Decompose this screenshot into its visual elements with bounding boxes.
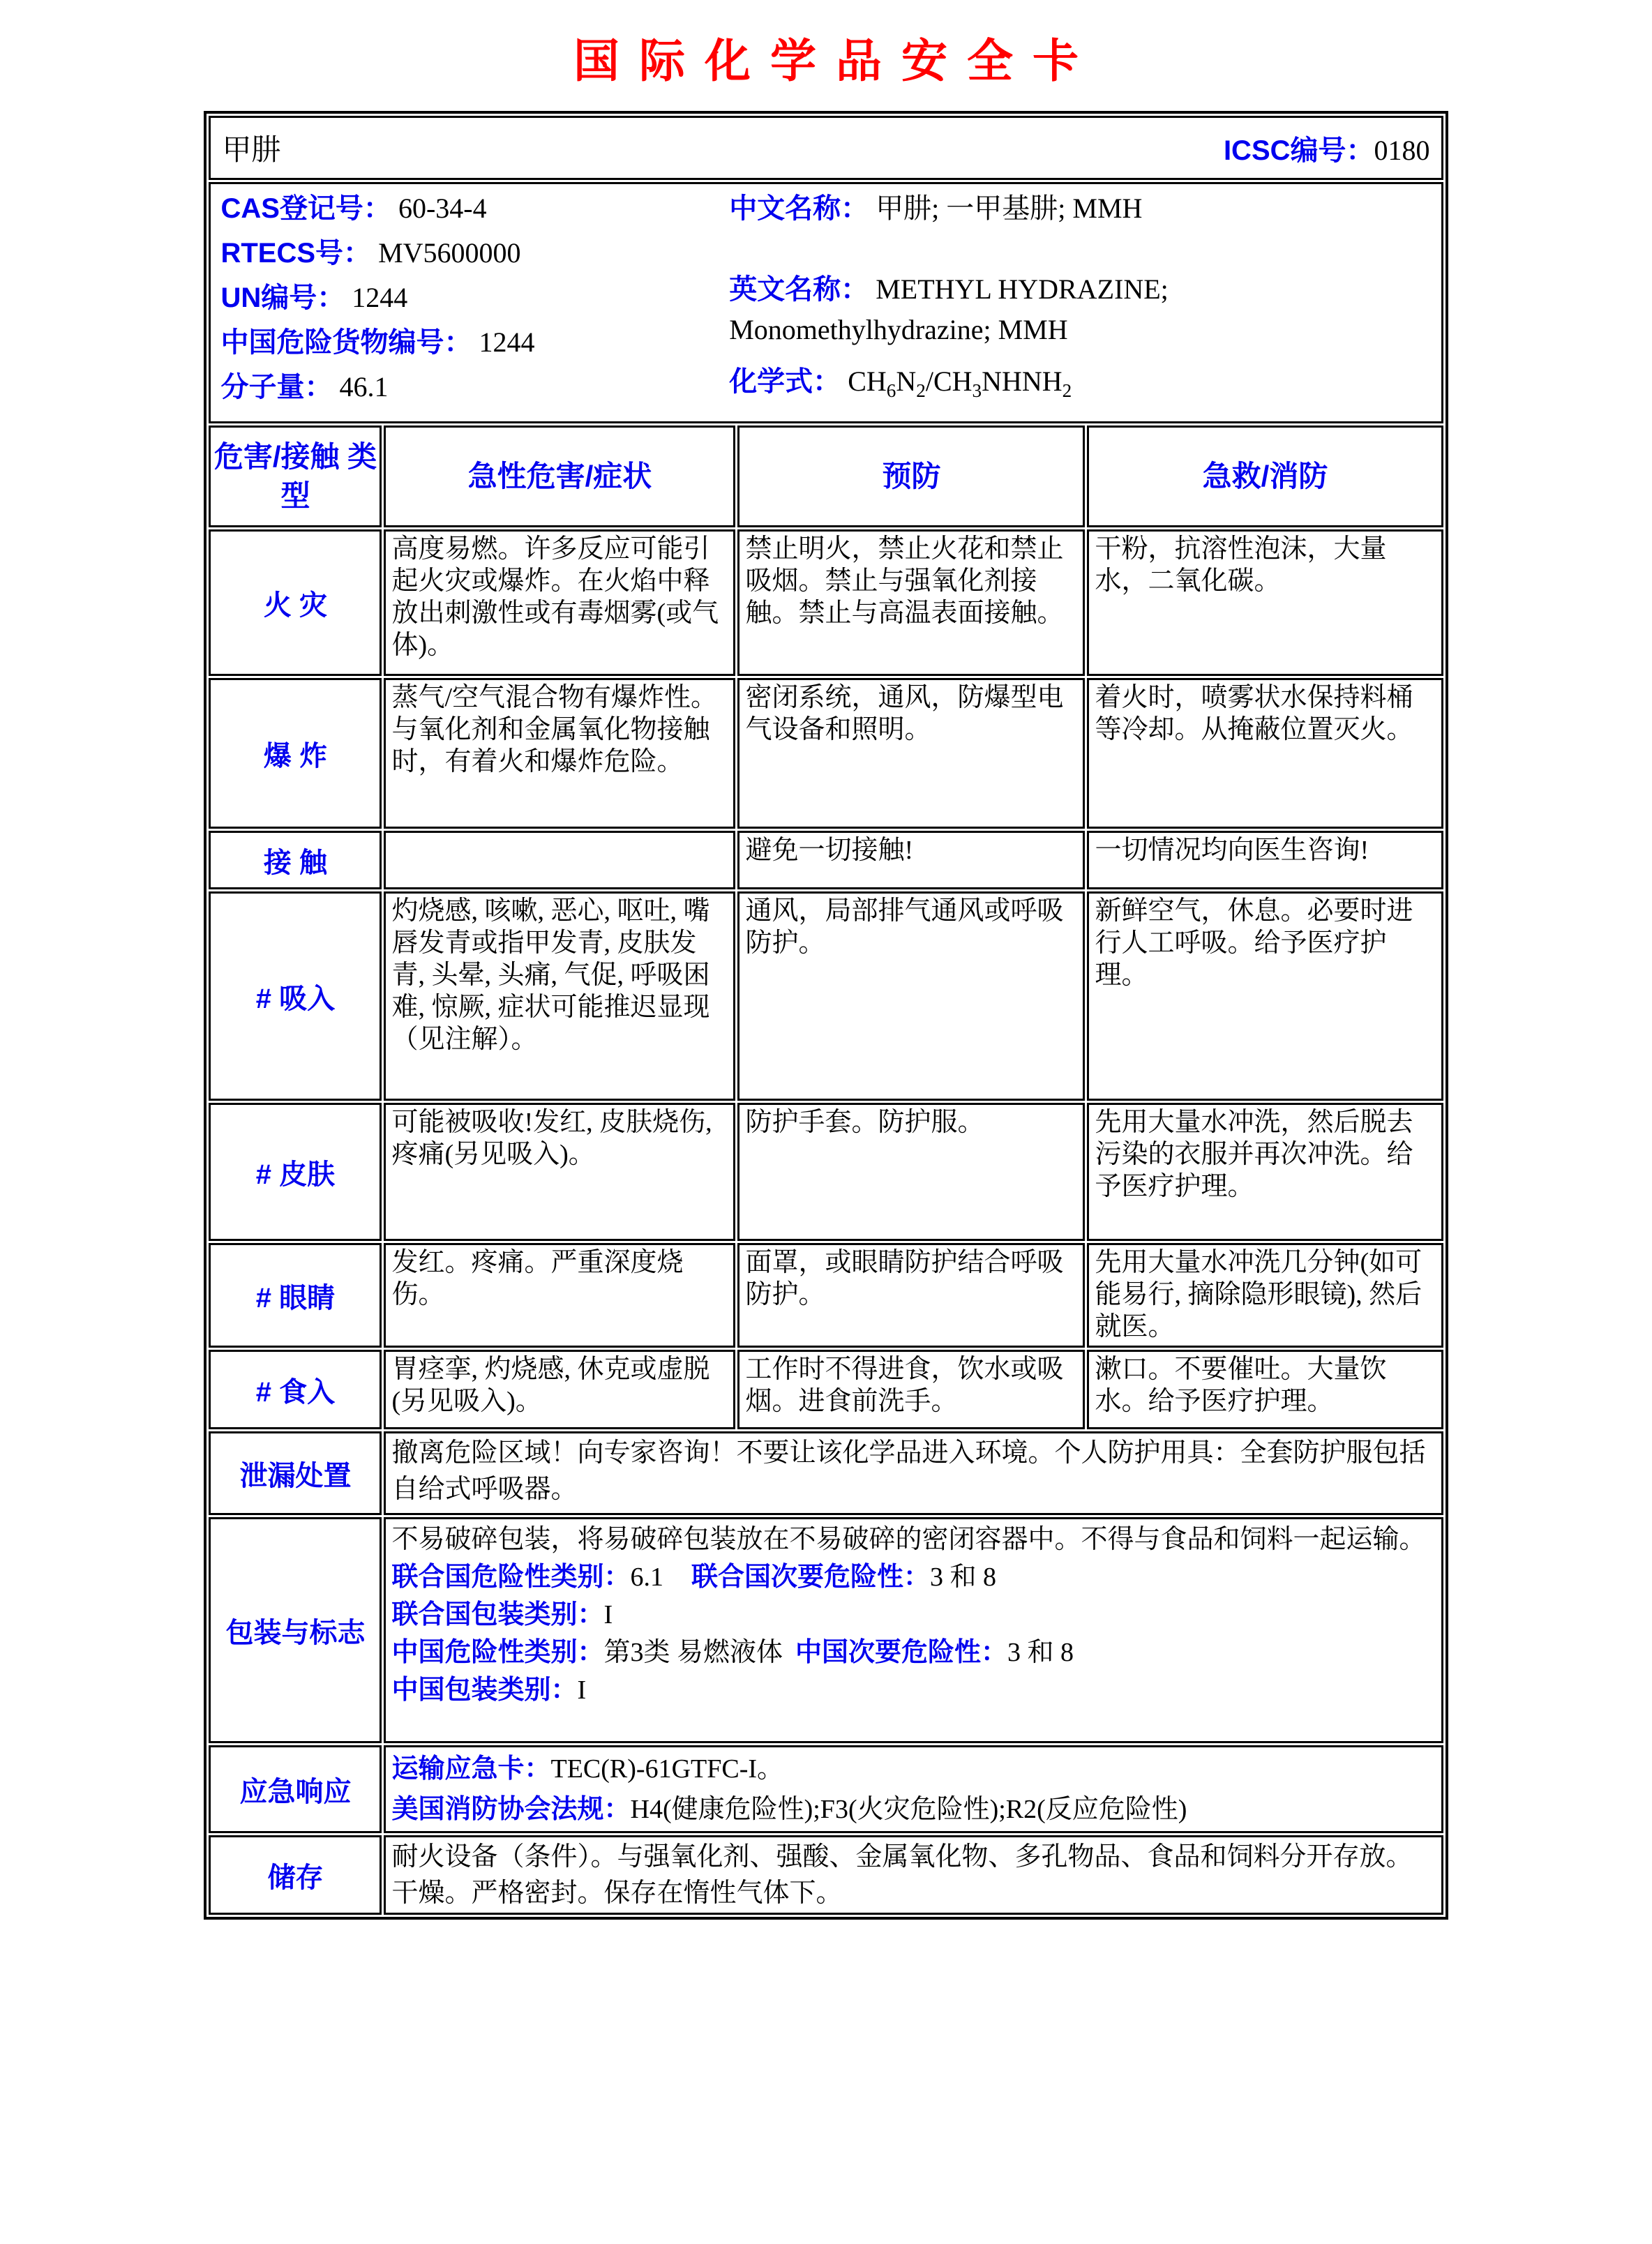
- packaging-un-pack-line: [391, 1596, 1435, 1634]
- row-label-storage: 储存: [209, 1835, 382, 1915]
- eyes-firstaid-cell: 先用大量水冲洗几分钟(如可能易行, 摘除隐形眼镜), 然后就医。: [1087, 1243, 1443, 1348]
- un-value: 1244: [352, 282, 408, 313]
- emergency-nfpa-line: [391, 1789, 1435, 1830]
- cn-dg-number-line: [220, 325, 729, 360]
- cn-pack-label: 中国包装类别：: [391, 1676, 578, 1705]
- col-header-hazard-type: 危害/接触 类型: [209, 426, 382, 527]
- identification-row: [209, 182, 1443, 423]
- nfpa-value: H4(健康危险性);F3(火灾危险性);R2(反应危险性): [630, 1795, 1187, 1824]
- cas-label: CAS登记号：: [220, 193, 391, 224]
- zh-name-label: 中文名称：: [729, 193, 869, 224]
- skin-symptom-cell: 可能被吸收!发红, 皮肤烧伤, 疼痛(另见吸入)。: [384, 1103, 735, 1241]
- icsc-safety-card-page: [0, 24, 1652, 2244]
- skin-firstaid-cell: 先用大量水冲洗，然后脱去污染的衣服并再次冲洗。给予医疗护理。: [1087, 1103, 1443, 1241]
- identification-left: [220, 191, 729, 414]
- row-label-exposure: 接 触: [209, 831, 382, 889]
- cas-value: 60-34-4: [398, 193, 487, 224]
- row-label-ingestion: # 食入: [209, 1350, 382, 1429]
- fire-firstaid-cell: 干粉，抗溶性泡沫，大量水，二氧化碳。: [1087, 529, 1443, 676]
- packaging-cn-pack-line: [391, 1671, 1435, 1709]
- ingestion-prevention-cell: 工作时不得进食，饮水或吸烟。进食前洗手。: [737, 1350, 1085, 1429]
- eyes-symptom-cell: 发红。疼痛。严重深度烧伤。: [384, 1243, 735, 1348]
- col-header-firstaid: 急救/消防: [1087, 426, 1443, 527]
- packaging-cn-class-line: [391, 1634, 1435, 1671]
- row-label-packaging: 包装与标志: [209, 1517, 382, 1743]
- english-name-line: [729, 269, 1431, 350]
- cn-dg-value: 1244: [479, 326, 535, 358]
- cn-class-label: 中国危险性类别：: [391, 1638, 604, 1667]
- packaging-text-cell: [384, 1517, 1443, 1743]
- table-row-fire: [209, 529, 1443, 676]
- en-name-value: METHYL HYDRAZINE; Monomethylhydrazine; MMH: [729, 273, 1169, 345]
- molecular-weight-line: [220, 370, 729, 405]
- cn-pack-value: I: [577, 1676, 587, 1705]
- exposure-symptom-cell: [384, 831, 735, 889]
- table-row-explosion: [209, 678, 1443, 829]
- col-header-prevention: 预防: [737, 426, 1085, 527]
- cn-subrisk-label: 中国次要危险性：: [795, 1638, 1008, 1667]
- explosion-symptom-cell: 蒸气/空气混合物有爆炸性。与氧化剂和金属氧化物接触时，有着火和爆炸危险。: [384, 678, 735, 829]
- un-class-value: 6.1: [630, 1562, 663, 1592]
- card-header-row: [209, 116, 1443, 180]
- explosion-prevention-cell: 密闭系统，通风，防爆型电气设备和照明。: [737, 678, 1085, 829]
- mw-label: 分子量：: [220, 372, 333, 402]
- rtecs-number-line: [220, 236, 729, 271]
- icsc-number: [1224, 128, 1430, 168]
- formula-label: 化学式：: [729, 366, 841, 397]
- table-row-exposure: [209, 831, 1443, 889]
- skin-prevention-cell: 防护手套。防护服。: [737, 1103, 1085, 1241]
- rtecs-label: RTECS号：: [220, 238, 372, 269]
- icsc-label: ICSC编号：: [1223, 135, 1374, 166]
- cn-subrisk-value: 3 和 8: [1007, 1638, 1074, 1667]
- ingestion-symptom-cell: 胃痉挛, 灼烧感, 休克或虚脱(另见吸入)。: [384, 1350, 735, 1429]
- tec-value: TEC(R)-61GTFC-I。: [550, 1754, 784, 1784]
- un-class-label: 联合国危险性类别：: [391, 1562, 631, 1592]
- table-row-inhalation: [209, 891, 1443, 1101]
- packaging-intro: 不易破碎包装，将易破碎包装放在不易破碎的密闭容器中。不得与食品和饲料一起运输。: [391, 1525, 1426, 1554]
- en-name-label: 英文名称：: [729, 274, 869, 305]
- page-title: 国际化学品安全卡: [573, 35, 1098, 86]
- table-row-skin: [209, 1103, 1443, 1241]
- chinese-name-line: [729, 191, 1431, 226]
- chemical-formula-line: [729, 364, 1431, 399]
- inhalation-symptom-cell: 灼烧感, 咳嗽, 恶心, 呕吐, 嘴唇发青或指甲发青, 皮肤发青, 头晕, 头痛, 气促, 呼吸困难, 惊厥, 症状可能推迟显现（见注解）。: [384, 891, 735, 1101]
- emergency-text-cell: [384, 1745, 1443, 1833]
- row-label-eyes: # 眼睛: [209, 1243, 382, 1348]
- inhalation-firstaid-cell: 新鲜空气，休息。必要时进行人工呼吸。给予医疗护理。: [1087, 891, 1443, 1101]
- mw-value: 46.1: [339, 371, 389, 402]
- un-subrisk-label: 联合国次要危险性：: [691, 1562, 931, 1592]
- un-number-line: [220, 280, 729, 315]
- table-row-ingestion: [209, 1350, 1443, 1429]
- safety-card-table: [204, 111, 1448, 1920]
- tec-label: 运输应急卡：: [391, 1754, 551, 1784]
- un-pack-value: I: [603, 1600, 613, 1629]
- fire-prevention-cell: 禁止明火，禁止火花和禁止吸烟。禁止与强氧化剂接触。禁止与高温表面接触。: [737, 529, 1085, 676]
- row-label-emergency: 应急响应: [209, 1745, 382, 1833]
- inhalation-prevention-cell: 通风，局部排气通风或呼吸防护。: [737, 891, 1085, 1101]
- hazard-header-row: [209, 426, 1443, 527]
- table-row-packaging: [209, 1517, 1443, 1743]
- emergency-tec-line: [391, 1749, 1435, 1789]
- cn-class-value: 第3类 易燃液体: [603, 1638, 783, 1667]
- zh-name-value: 甲肼; 一甲基肼; MMH: [876, 193, 1143, 224]
- cas-number-line: [220, 191, 729, 226]
- exposure-prevention-cell: 避免一切接触!: [737, 831, 1085, 889]
- row-label-explosion: 爆 炸: [209, 678, 382, 829]
- fire-symptom-cell: 高度易燃。许多反应可能引起火灾或爆炸。在火焰中释放出刺激性或有毒烟雾(或气体)。: [384, 529, 735, 676]
- un-subrisk-value: 3 和 8: [930, 1562, 997, 1592]
- ingestion-firstaid-cell: 漱口。不要催吐。大量饮水。给予医疗护理。: [1087, 1350, 1443, 1429]
- table-row-spill: [209, 1431, 1443, 1515]
- table-row-storage: [209, 1835, 1443, 1915]
- icsc-value: 0180: [1374, 134, 1430, 166]
- packaging-un-class-line: [391, 1558, 1435, 1596]
- row-label-inhalation: # 吸入: [209, 891, 382, 1101]
- row-label-spill: 泄漏处置: [209, 1431, 382, 1515]
- formula-value: $CH_6N_2/CH_3NHNH_2$: [848, 366, 1072, 401]
- eyes-prevention-cell: 面罩，或眼睛防护结合呼吸防护。: [737, 1243, 1085, 1348]
- row-label-skin: # 皮肤: [209, 1103, 382, 1241]
- explosion-firstaid-cell: 着火时，喷雾状水保持料桶等冷却。从掩蔽位置灭火。: [1087, 678, 1443, 829]
- storage-text-cell: 耐火设备（条件）。与强氧化剂、强酸、金属氧化物、多孔物品、食品和饲料分开存放。干燥。严格密封。保存在惰性气体下。: [384, 1835, 1443, 1915]
- un-label: UN编号：: [220, 283, 345, 313]
- row-label-fire: 火 灾: [209, 529, 382, 676]
- rtecs-value: MV5600000: [378, 237, 521, 269]
- col-header-symptoms: 急性危害/症状: [384, 426, 735, 527]
- un-pack-label: 联合国包装类别：: [391, 1600, 604, 1629]
- nfpa-label: 美国消防协会法规：: [391, 1795, 631, 1824]
- table-row-eyes: [209, 1243, 1443, 1348]
- exposure-firstaid-cell: 一切情况均向医生咨询!: [1087, 831, 1443, 889]
- cn-dg-label: 中国危险货物编号：: [220, 327, 472, 358]
- identification-right: [729, 191, 1431, 414]
- substance-name: 甲肼: [222, 135, 281, 167]
- spill-text-cell: 撤离危险区域！向专家咨询！不要让该化学品进入环境。个人防护用具：全套防护服包括自给式呼吸器。: [384, 1431, 1443, 1515]
- table-row-emergency: [209, 1745, 1443, 1833]
